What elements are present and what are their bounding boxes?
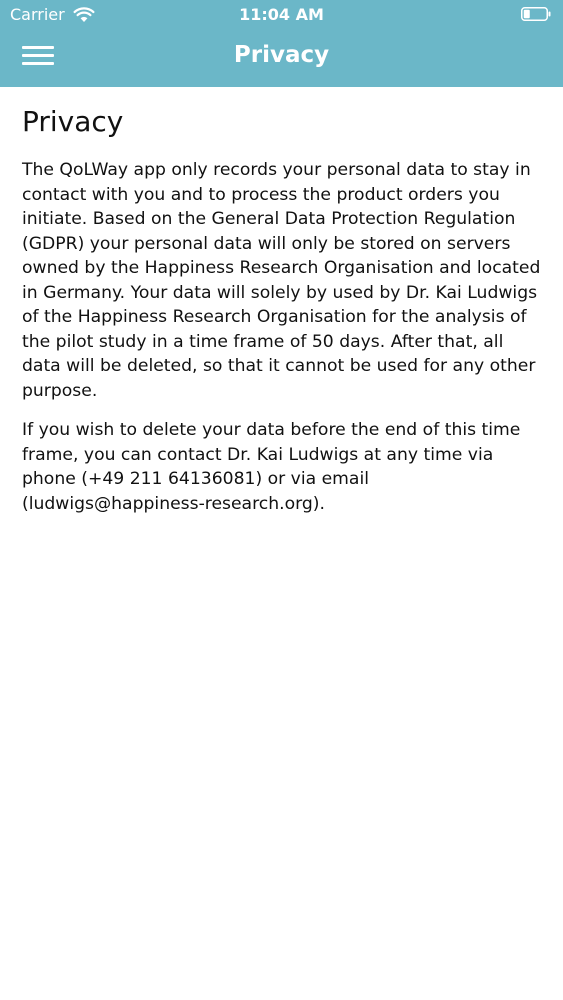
privacy-paragraph-data-usage: The QoLWay app only records your personal data to stay in contact with you and to process the product orders you initiate. Based on the General Data Protection Regulation (GDPR) your personal data will only be stored on servers owned by the Happiness Research Organisation and located in Germany. Your data will solely by used by Dr. Kai Ludwigs of the Happiness Research Organisation for the analysis of the pilot study in a time frame of 50 days. After that, all data will be deleted, so that it cannot be used for any other purpose. [22, 160, 541, 401]
privacy-content [22, 104, 544, 531]
page-title: Privacy [22, 105, 124, 138]
app-header [0, 0, 563, 87]
carrier-label: Carrier [10, 5, 65, 24]
battery-icon [521, 7, 551, 21]
status-time: 11:04 AM [239, 5, 324, 24]
status-bar [0, 0, 563, 30]
nav-title: Privacy [233, 42, 330, 68]
navigation-bar [0, 30, 563, 87]
privacy-paragraph-contact: If you wish to delete your data before the end of this time frame, you can contact Dr. Kai Ludwigs at any time via phone (+49 211 64136081) or via email (ludwigs@happiness-research.org). [22, 420, 521, 514]
